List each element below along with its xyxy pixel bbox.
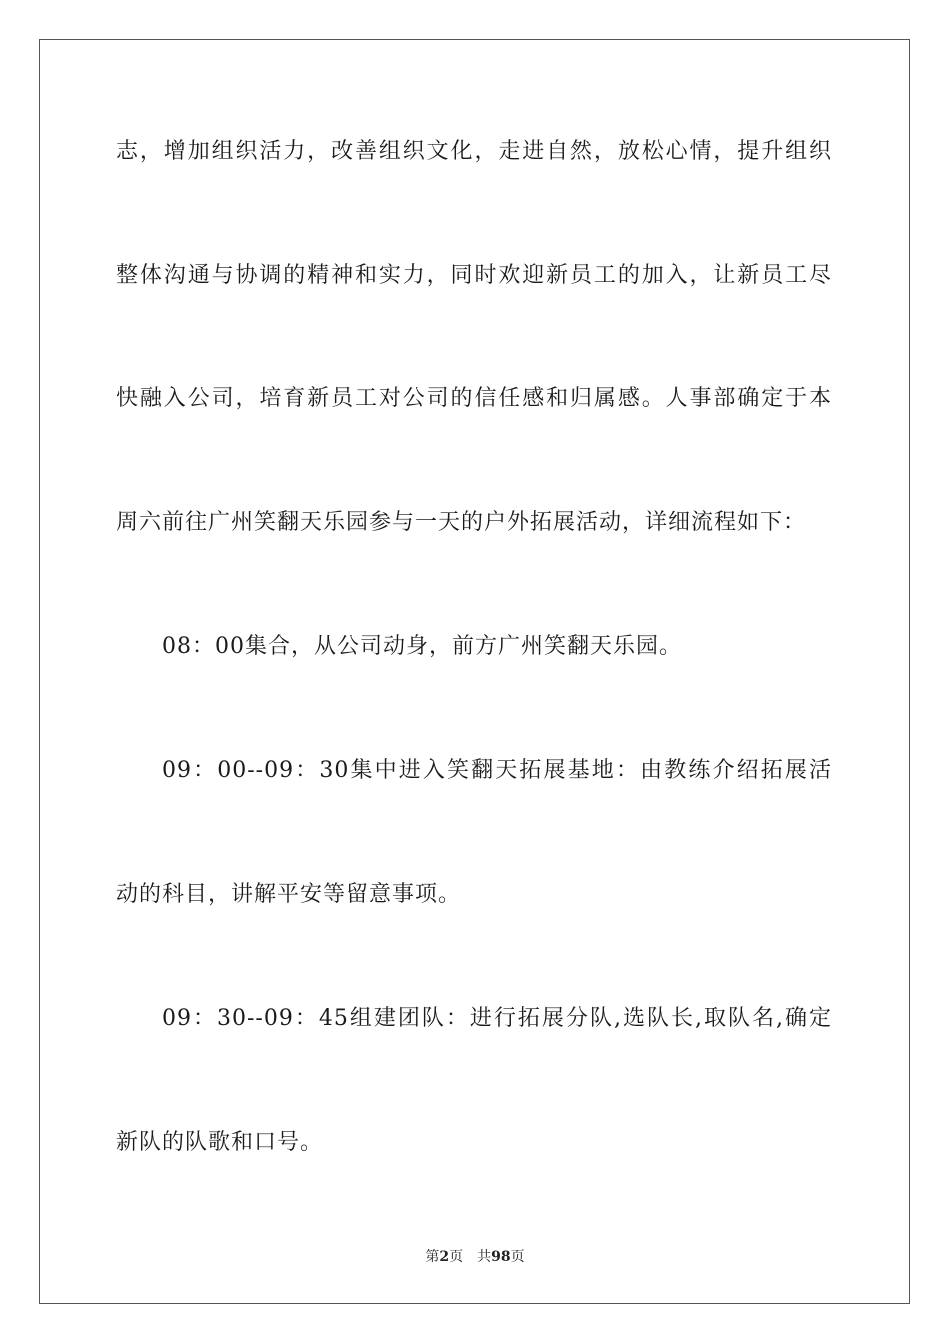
body-text-line-4: 周六前往广州笑翻天乐园参与一天的户外拓展活动，详细流程如下： <box>116 510 807 535</box>
footer-page-prefix: 第 <box>425 1249 440 1265</box>
footer-total-suffix: 页 <box>510 1249 525 1265</box>
body-text-line-2: 整体沟通与协调的精神和实力，同时欢迎新员工的加入，让新员工尽 <box>116 263 832 288</box>
body-text-line-3: 快融入公司，培育新员工对公司的信任感和归属感。人事部确定于本 <box>116 386 832 411</box>
footer-page-suffix: 页 <box>449 1249 464 1265</box>
page-footer <box>0 1248 950 1266</box>
footer-total-pages: 98 <box>491 1249 511 1265</box>
schedule-item-0900-cont: 动的科目，讲解平安等留意事项。 <box>116 882 462 907</box>
schedule-item-0930-cont: 新队的队歌和口号。 <box>116 1130 324 1155</box>
footer-total-prefix: 共 <box>477 1249 492 1265</box>
body-text-line-1: 志，增加组织活力，改善组织文化，走进自然，放松心情，提升组织 <box>116 139 832 164</box>
schedule-item-0800: 08：00集合，从公司动身，前方广州笑翻天乐园。 <box>162 634 682 659</box>
footer-page-number: 2 <box>439 1249 450 1265</box>
page-border <box>39 39 910 1304</box>
schedule-item-0900: 09：00--09：30集中进入笑翻天拓展基地：由教练介绍拓展活 <box>162 758 832 783</box>
schedule-item-0930: 09：30--09：45组建团队：进行拓展分队,选队长,取队名,确定 <box>162 1006 832 1031</box>
